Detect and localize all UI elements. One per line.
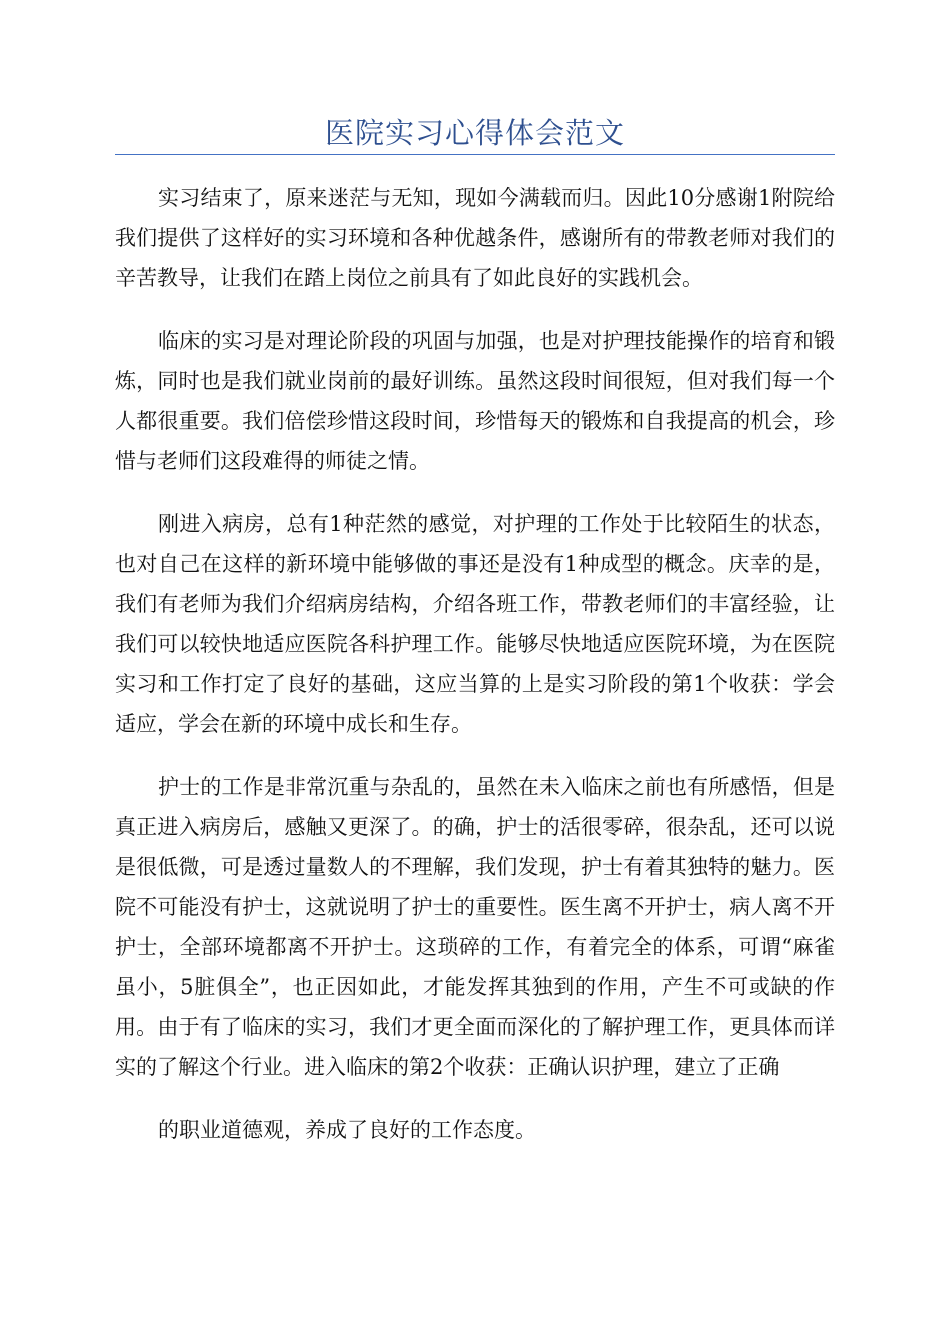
document-title: 医院实习心得体会范文 [324,116,625,150]
title-underline [115,154,835,155]
paragraph-5: 的职业道德观，养成了良好的工作态度。 [158,1118,536,1142]
paragraph-3: 刚进入病房，总有1种茫然的感觉，对护理的工作处于比较陌生的状态，也对自己在这样的新环境中能够做的事还是没有1种成型的概念。庆幸的是，我们有老师为我们介绍病房结构，介绍各班工作，带教老师们的丰富经验，让我们可以较快地适应医院各科护理工作。能够尽快地适应医院环境，为在医院实习和工作打定了良好的基础，这应当算的上是实习阶段的第1个收获：学会适应，学会在新的环境中成长和生存。 [115,512,835,736]
paragraph-1: 实习结束了，原来迷茫与无知，现如今满载而归。因此10分感谢1附院给我们提供了这样好的实习环境和各种优越条件，感谢所有的带教老师对我们的辛苦教导，让我们在踏上岗位之前具有了如此良好的实践机会。 [115,186,835,290]
paragraph-4: 护士的工作是非常沉重与杂乱的，虽然在未入临床之前也有所感悟，但是真正进入病房后，感触又更深了。的确，护士的活很零碎，很杂乱，还可以说是很低微，可是透过量数人的不理解，我们发现，护士有着其独特的魅力。医院不可能没有护士，这就说明了护士的重要性。医生离不开护士，病人离不开护士，全部环境都离不开护士。这琐碎的工作，有着完全的体系，可谓“麻雀虽小，5脏俱全”，也正因如此，才能发挥其独到的作用，产生不可或缺的作用。由于有了临床的实习，我们才更全面而深化的了解护理工作，更具体而详实的了解这个行业。进入临床的第2个收获：正确认识护理，建立了正确 [115,775,835,1079]
paragraph-2: 临床的实习是对理论阶段的巩固与加强，也是对护理技能操作的培育和锻炼，同时也是我们就业岗前的最好训练。虽然这段时间很短，但对我们每一个人都很重要。我们倍偿珍惜这段时间，珍惜每天的锻炼和自我提高的机会，珍惜与老师们这段难得的师徒之情。 [115,329,835,473]
document-body [115,178,835,1173]
